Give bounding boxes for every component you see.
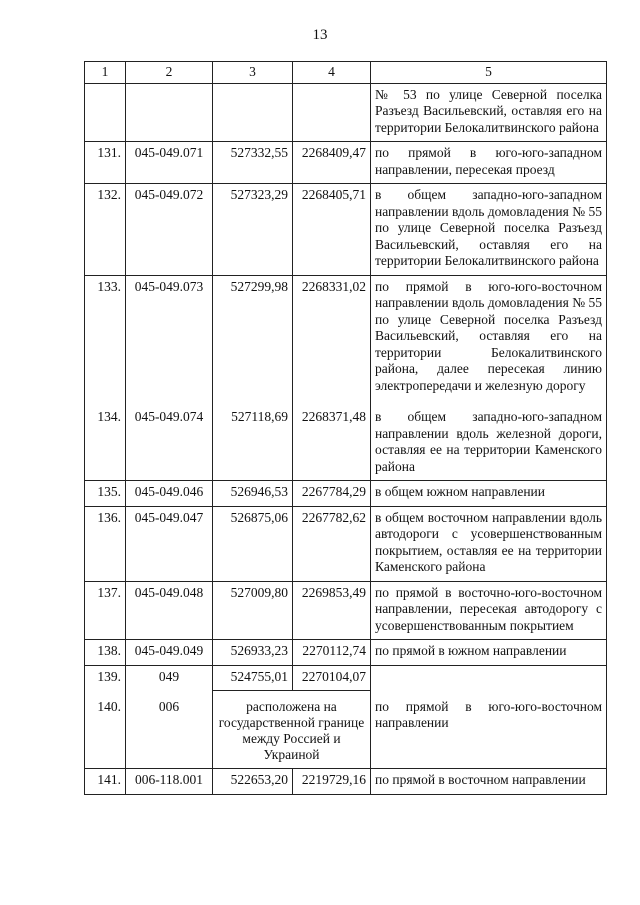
coordinate-x: 527332,55 xyxy=(213,142,293,184)
boundary-description xyxy=(371,665,607,691)
coordinate-x: 527299,98 xyxy=(213,275,293,399)
coordinate-y: 2267782,62 xyxy=(293,506,371,581)
point-code: 045-049.048 xyxy=(126,581,213,640)
boundary-description: по прямой в юго-юго-западном направлении, пересекая проезд xyxy=(371,142,607,184)
point-code: 045-049.046 xyxy=(126,481,213,507)
point-code: 049 xyxy=(126,665,213,691)
column-header: 4 xyxy=(293,62,371,84)
row-number: 139. xyxy=(85,665,126,691)
table-row xyxy=(85,581,607,640)
coordinate-y: 2268405,71 xyxy=(293,184,371,276)
table-row xyxy=(85,142,607,184)
row-number: 132. xyxy=(85,184,126,276)
coordinate-y: 2268331,02 xyxy=(293,275,371,399)
point-code: 045-049.073 xyxy=(126,275,213,399)
coordinate-y: 2268409,47 xyxy=(293,142,371,184)
coordinate-x: 522653,20 xyxy=(213,769,293,795)
point-code: 045-049.049 xyxy=(126,640,213,666)
coordinate-y: 2270112,74 xyxy=(293,640,371,666)
boundary-description: по прямой в юго-юго-восточном направлении вдоль домовладения № 55 по улице Северной поселка Разъезд Васильевский, оставляя его на территории Белокалитвинского района, далее пересекая линию электропередачи и железную дорогу xyxy=(371,275,607,399)
row-number: 141. xyxy=(85,769,126,795)
row-number: 140. xyxy=(85,691,126,769)
boundary-description: в общем восточном направлении вдоль автодороги с усовершенствованным покрытием, оставляя ее на территории Каменского района xyxy=(371,506,607,581)
coordinate-x: 527323,29 xyxy=(213,184,293,276)
boundary-description: по прямой в южном направлении xyxy=(371,640,607,666)
boundary-description: по прямой в юго-юго-восточном направлении xyxy=(371,691,607,769)
coordinate-x: 524755,01 xyxy=(213,665,293,691)
boundary-description: по прямой в восточно-юго-восточном направлении, пересекая автодорогу с усовершенствованным покрытием xyxy=(371,581,607,640)
table-row xyxy=(85,640,607,666)
continued-description: № 53 по улице Северной поселка Разъезд Васильевский, оставляя его на территории Белокалитвинского района xyxy=(371,83,607,142)
column-header: 3 xyxy=(213,62,293,84)
coordinate-x: 526946,53 xyxy=(213,481,293,507)
coordinate-y: 2270104,07 xyxy=(293,665,371,691)
column-header: 1 xyxy=(85,62,126,84)
coordinate-x: 527118,69 xyxy=(213,399,293,481)
table-row-continuation xyxy=(85,83,607,142)
boundary-points-table xyxy=(84,61,607,795)
coordinate-y: 2267784,29 xyxy=(293,481,371,507)
coordinate-y: 2268371,48 xyxy=(293,399,371,481)
coordinate-x: 526875,06 xyxy=(213,506,293,581)
row-number: 137. xyxy=(85,581,126,640)
table-row xyxy=(85,184,607,276)
boundary-description: по прямой в восточном направлении xyxy=(371,769,607,795)
column-header: 5 xyxy=(371,62,607,84)
table-row xyxy=(85,506,607,581)
point-code: 045-049.071 xyxy=(126,142,213,184)
point-code: 006-118.001 xyxy=(126,769,213,795)
table-header-row xyxy=(85,62,607,84)
row-number: 135. xyxy=(85,481,126,507)
point-code: 045-049.074 xyxy=(126,399,213,481)
boundary-description: в общем западно-юго-западном направлении вдоль домовладения № 55 по улице Северной поселка Разъезд Васильевский, оставляя его на территории Белокалитвинского района xyxy=(371,184,607,276)
table-row xyxy=(85,275,607,399)
coordinate-y: 2269853,49 xyxy=(293,581,371,640)
coordinate-x: 526933,23 xyxy=(213,640,293,666)
row-number: 134. xyxy=(85,399,126,481)
boundary-description: в общем южном направлении xyxy=(371,481,607,507)
point-code: 045-049.047 xyxy=(126,506,213,581)
row-number: 138. xyxy=(85,640,126,666)
row-number: 136. xyxy=(85,506,126,581)
table-row xyxy=(85,691,607,769)
row-number: 131. xyxy=(85,142,126,184)
table-row xyxy=(85,481,607,507)
boundary-description: в общем западно-юго-западном направлении вдоль железной дороги, оставляя ее на территории Каменского района xyxy=(371,399,607,481)
coordinate-x: 527009,80 xyxy=(213,581,293,640)
page-number: 13 xyxy=(312,27,328,43)
coordinate-y: 2219729,16 xyxy=(293,769,371,795)
row-number: 133. xyxy=(85,275,126,399)
point-code: 045-049.072 xyxy=(126,184,213,276)
border-location-note: расположена на государственной границе между Россией и Украиной xyxy=(213,691,371,769)
column-header: 2 xyxy=(126,62,213,84)
table-row xyxy=(85,399,607,481)
table-row xyxy=(85,769,607,795)
point-code: 006 xyxy=(126,691,213,769)
table-row xyxy=(85,665,607,691)
